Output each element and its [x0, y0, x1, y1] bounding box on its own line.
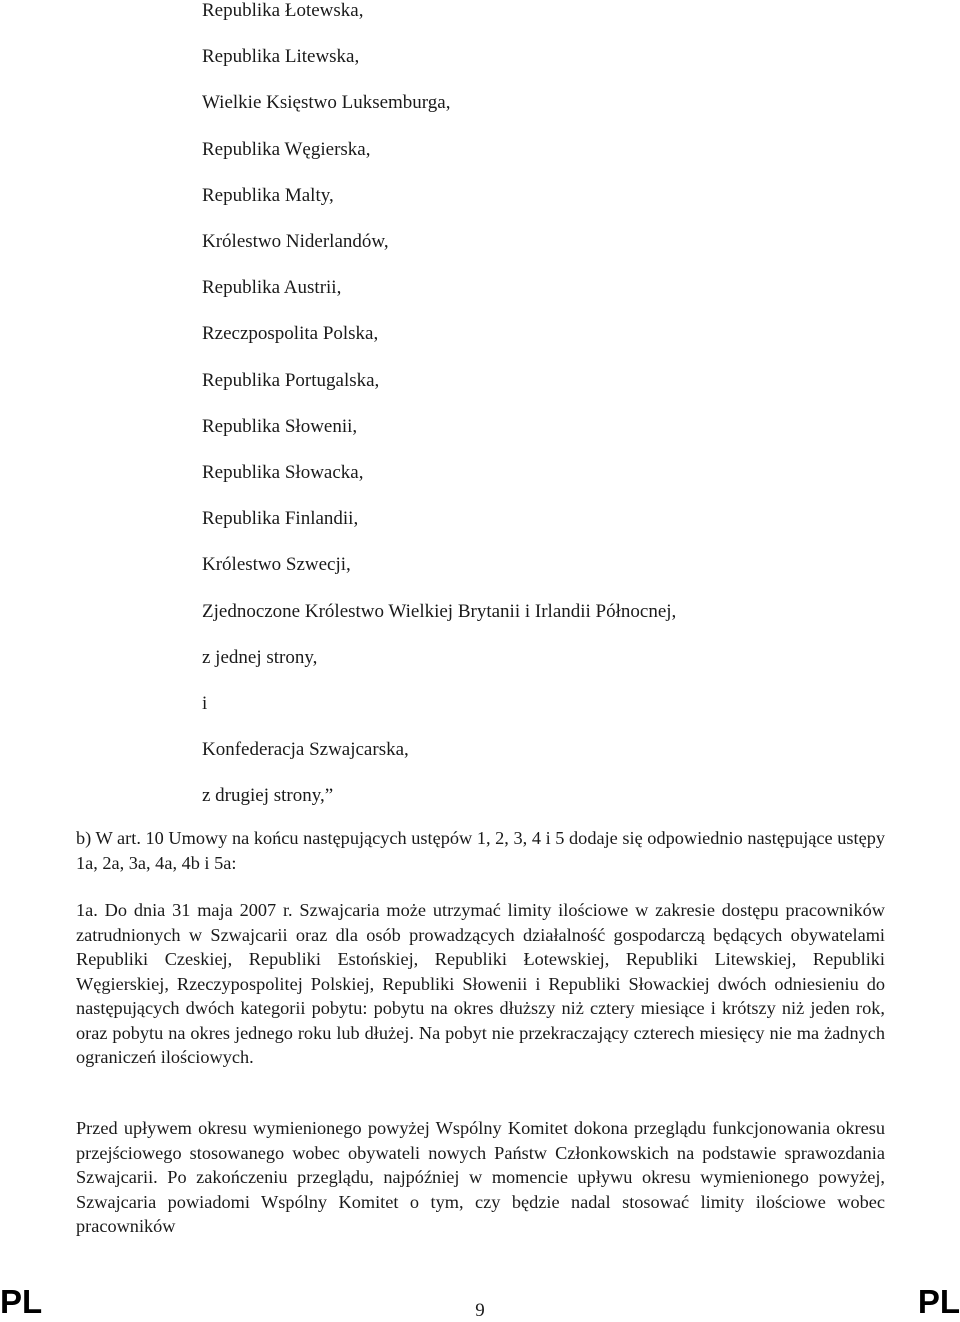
preamble-line: Republika Słowenii, [202, 415, 358, 437]
language-code-right: PL [917, 1283, 960, 1320]
preamble-line: z drugiej strony,” [202, 785, 334, 807]
preamble-line: Republika Łotewska, [202, 0, 364, 21]
preamble-line: Republika Malty, [202, 184, 334, 206]
amendment-intro: b) W art. 10 Umowy na końcu następujących ustępów 1, 2, 3, 4 i 5 dodaje się odpowiednio następujące ustępy 1a, 2a, 3a, 4a, 4b i 5a: [76, 828, 885, 873]
preamble-line: Wielkie Księstwo Luksemburga, [202, 92, 451, 114]
paragraph-1a: 1a. Do dnia 31 maja 2007 r. Szwajcaria może utrzymać limity ilościowe w zakresie dostępu pracowników zatrudnionych w Szwajcarii oraz dla osób prowadzących działalność gospodarczą będących obywatelami Republiki Czeskiej, Republiki Estońskiej, Republiki Łotewskiej, Republiki Litewskiej, Republiki Węgierskiej, Rzeczypospolitej Polskiej, Republiki Słowenii i Republiki Słowackiej dwóch odniesieniu do następujących dwóch kategorii pobytu: pobytu na okres dłuższy niż cztery miesiące i krótszy niż jeden rok, oraz pobytu na okres jednego roku lub dłużej. Na pobyt nie przekraczający czterech miesięcy nie ma żadnych ograniczeń ilościowych. [76, 900, 885, 1067]
preamble-line: Rzeczpospolita Polska, [202, 323, 379, 345]
preamble-line: Republika Słowacka, [202, 462, 364, 483]
preamble-line: Republika Litewska, [202, 46, 360, 68]
preamble-line: z jednej strony, [202, 646, 318, 668]
language-code-left: PL [0, 1283, 43, 1320]
preamble-line: Republika Austrii, [202, 277, 342, 299]
preamble-line: Konfederacja Szwajcarska, [202, 739, 409, 761]
preamble-line: Zjednoczone Królestwo Wielkiej Brytanii i Irlandii Północnej, [202, 600, 677, 622]
preamble-line: Republika Portugalska, [202, 369, 380, 391]
page-number: 9 [475, 1300, 485, 1321]
preamble-line: Republika Finlandii, [202, 508, 359, 530]
preamble-line: Królestwo Niderlandów, [202, 231, 389, 252]
preamble-line: i [202, 693, 208, 714]
preamble-line: Królestwo Szwecji, [202, 554, 351, 576]
paragraph-review: Przed upływem okresu wymienionego powyżej Wspólny Komitet dokona przeglądu funkcjonowania okresu przejściowego stosowanego wobec obywateli nowych Państw Członkowskich na podstawie sprawozdania Szwajcarii. Po zakończeniu przeglądu, najpóźniej w momencie upływu okresu wymienionego powyżej, Szwajcaria powiadomi Wspólny Komitet o tym, czy będzie nadal stosować limity ilościowe wobec pracowników [76, 1118, 885, 1236]
preamble-line: Republika Węgierska, [202, 138, 371, 160]
